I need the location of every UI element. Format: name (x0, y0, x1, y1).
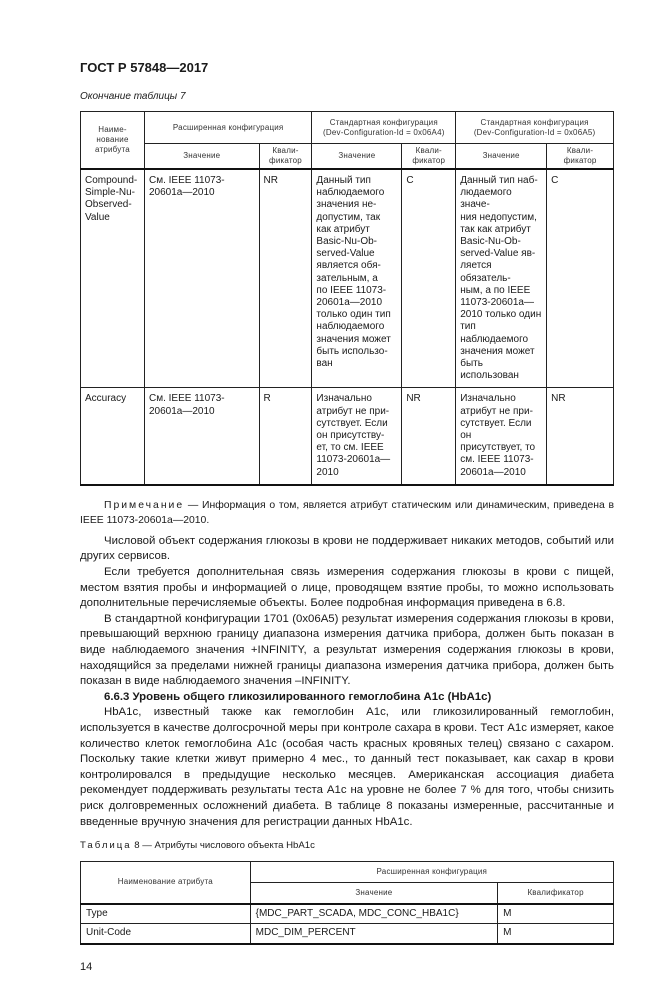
paragraph: В стандартной конфигурации 1701 (0x06A5) результат измерения содержания глюкозы в крови, превышающий верхнюю границу диапазона измерения датчика прибора, должен быть показан в виде наблюдаемого значения +INFINITY, а результат измерения содержания глюкозы в крови, находящийся за пределами нижней границы диапазона измерения датчика прибора, должен быть показан в виде наблюдаемого значения –INFINITY. (80, 612, 614, 688)
cell-attribute: Accuracy (81, 388, 145, 485)
paragraph: Числовой объект содержания глюкозы в крови не поддерживает никаких методов, событий или других сервисов. (80, 534, 614, 563)
cell-ext-value: См. IEEE 11073- 20601a—2010 (144, 388, 259, 485)
header-extended-config: Расширенная конфигурация (144, 112, 311, 144)
table7-continuation-caption: Окончание таблицы 7 (80, 91, 186, 102)
cell-std2-value: Изначально атрибут не при- сутствует. Если он присутствует, то см. IEEE 11073- 20601a—2010 (456, 388, 547, 485)
header-qualifier: Квали- фикатор (402, 144, 456, 170)
caption-label: Таблица (80, 840, 132, 852)
cell-std2-qualifier: NR (547, 388, 614, 485)
cell-attribute: Unit-Code (81, 924, 251, 944)
cell-std2-qualifier: C (547, 169, 614, 388)
header-qualifier: Квали- фикатор (259, 144, 312, 170)
header-standard-config-06a4: Стандартная конфигурация (Dev-Configuration-Id = 0x06A4) (312, 112, 456, 144)
header-attribute-name: Наименование атрибута (81, 862, 251, 904)
header-value: Значение (456, 144, 547, 170)
table-row (81, 904, 614, 924)
cell-attribute: Compound- Simple-Nu- Observed- Value (81, 169, 145, 388)
header-standard-config-06a5: Стандартная конфигурация (Dev-Configuration-Id = 0x06A5) (456, 112, 614, 144)
cell-ext-qualifier: R (259, 388, 312, 485)
table-7 (80, 111, 614, 486)
cell-qualifier: M (498, 924, 614, 944)
cell-ext-qualifier: NR (259, 169, 312, 388)
cell-value: {MDC_PART_SCADA, MDC_CONC_HBA1C} (250, 904, 498, 924)
header-qualifier: Квалификатор (498, 883, 614, 904)
table-row (81, 924, 614, 944)
cell-std1-value: Данный тип наблюдаемого значения не- допустим, так как атрибут Basic-Nu-Ob- served-Value является обя- зательным, а по IEEE 11073- 20601a—2010 только один тип наблюдаемого значения может быть использо- ван (312, 169, 402, 388)
paragraph: Если требуется дополнительная связь измерения содержания глюкозы в крови с пищей, местом взятия пробы и информацией о лице, проводящем взятие пробы, то можно использовать дополнительные перечисляемые объекты. Более подробная информация приведена в 6.8. (80, 566, 614, 610)
note-text: — Информация о том, является атрибут статическим или динамическим, приведена в IEEE 11073-20601a—2010. (80, 499, 614, 526)
cell-qualifier: M (498, 904, 614, 924)
header-attribute-name: Наиме- нование атрибута (81, 112, 145, 170)
cell-std1-value: Изначально атрибут не при- сутствует. Если он присутству- ет, то см. IEEE 11073-20601a— 2010 (312, 388, 402, 485)
cell-attribute: Type (81, 904, 251, 924)
document-title: ГОСТ Р 57848—2017 (80, 60, 209, 75)
cell-std1-qualifier: C (402, 169, 456, 388)
header-extended-config: Расширенная конфигурация (250, 862, 613, 883)
table-8 (80, 861, 614, 945)
table-row (81, 169, 614, 388)
header-value: Значение (144, 144, 259, 170)
note-label: Примечание (104, 499, 185, 511)
table-row (81, 388, 614, 485)
table8-caption (80, 840, 614, 852)
cell-value: MDC_DIM_PERCENT (250, 924, 498, 944)
page-number: 14 (80, 960, 93, 973)
table-note (80, 498, 614, 528)
section-heading: 6.6.3 Уровень общего гликозилированного гемоглобина A1c (HbA1c) (104, 690, 492, 703)
cell-std1-qualifier: NR (402, 388, 456, 485)
header-value: Значение (312, 144, 402, 170)
cell-std2-value: Данный тип наб- людаемого значе- ния недопустим, так как атрибут Basic-Nu-Ob- served-Value яв- ляется обязатель- ным, а по IEEE 11073-20601a— 2010 только один тип наблюдаемого значения может быть использован (456, 169, 547, 388)
header-qualifier: Квали- фикатор (547, 144, 614, 170)
header-value: Значение (250, 883, 498, 904)
paragraph: HbA1c, известный также как гемоглобин A1c, или гликозилированный гемоглобин, используется в качестве долгосрочной меры при контроле сахара в крови. Тест A1c измеряет, какое количество клеток гемоглобина A1c (особая часть красных кровяных телец) связано с сахаром. Поскольку такие клетки живут примерно 4 мес., то данный тест показывает, как сахар в крови контролировался в предыдущие несколько месяцев. Американская ассоциация диабета рекомендует поддерживать результаты теста A1c на уровне не более 7 % для того, чтобы снизить риск долговременных осложнений диабета. В таблице 8 показаны измеренные, рассчитанные и введенные вручную значения для регистрации данных HbA1c. (80, 706, 614, 828)
cell-ext-value: См. IEEE 11073- 20601a—2010 (144, 169, 259, 388)
caption-text: 8 — Атрибуты числового объекта HbA1c (131, 840, 315, 852)
